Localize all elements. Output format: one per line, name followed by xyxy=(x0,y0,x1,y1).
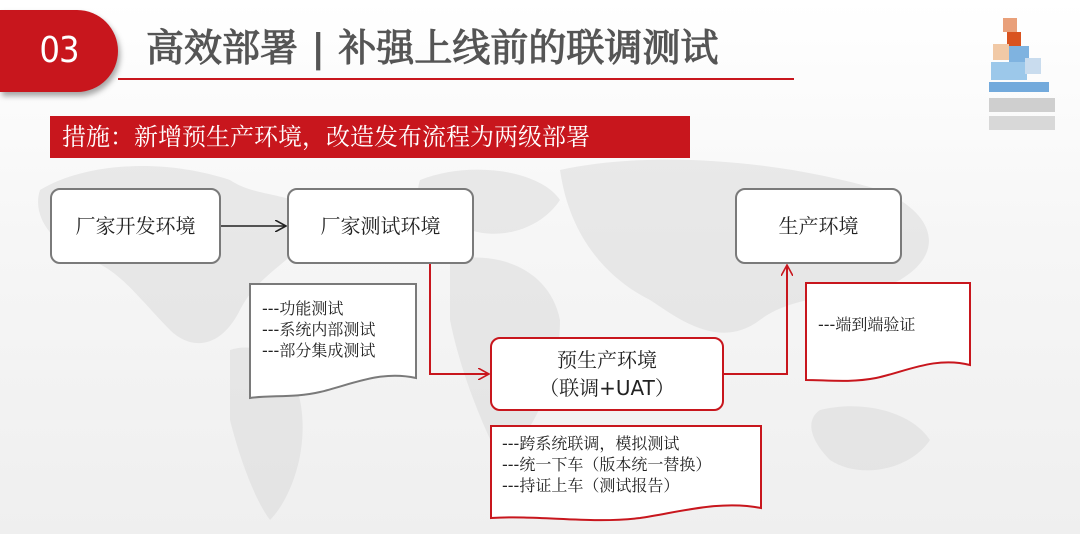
measure-banner: 措施：新增预生产环境，改造发布流程为两级部署 xyxy=(50,116,690,158)
note-preprod xyxy=(502,433,711,496)
preprod-env-label: 预生产环境 xyxy=(557,348,657,372)
note-line: ---部分集成测试 xyxy=(262,341,376,360)
vendor-test-env-box xyxy=(287,188,474,264)
preprod-env-box xyxy=(490,337,724,411)
vendor-dev-env-box xyxy=(50,188,221,264)
note-line: ---系统内部测试 xyxy=(262,320,376,339)
production-env-label: 生产环境 xyxy=(778,214,859,238)
vendor-test-env-label: 厂家测试环境 xyxy=(320,214,441,238)
note-vendor-test xyxy=(262,298,375,361)
note-production xyxy=(818,314,915,335)
note-line: ---持证上车（测试报告） xyxy=(502,476,680,495)
section-number-badge: 03 xyxy=(0,10,118,92)
production-env-box xyxy=(735,188,902,264)
note-line: ---统一下车（版本统一替换） xyxy=(502,455,712,474)
preprod-env-sublabel: （联调+UAT） xyxy=(539,376,675,400)
note-line: ---跨系统联调，模拟测试 xyxy=(502,434,680,453)
note-line: ---端到端验证 xyxy=(818,315,916,334)
page-title: 高效部署 | 补强上线前的联调测试 xyxy=(146,26,719,70)
arrow-test-to-preprod xyxy=(430,264,488,374)
note-line: ---功能测试 xyxy=(262,299,344,318)
vendor-dev-env-label: 厂家开发环境 xyxy=(75,214,196,238)
arrow-preprod-to-prod xyxy=(724,266,787,374)
